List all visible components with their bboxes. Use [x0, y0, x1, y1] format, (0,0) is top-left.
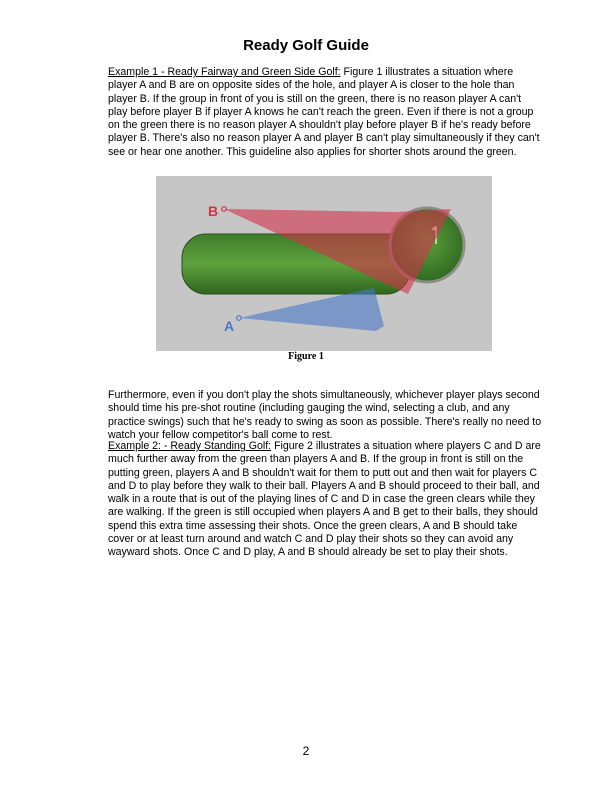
example-2-heading: Example 2: - Ready Standing Golf: [108, 440, 272, 452]
player-b-label: B [208, 203, 219, 219]
page-title: Ready Golf Guide [243, 37, 369, 54]
figure-caption: Figure 1 [288, 351, 324, 362]
page-number: 2 [302, 744, 310, 758]
example-2-text: Figure 2 illustrates a situation where players C and D are much further away from the green than players A and B. If the group in front is still on the putting green, players A and B shouldn't wait for them to putt out and then wait for players C and D to play before they walk to their ball. Players A and B should proceed to their ball, and walk in a route that is out of the playing lines of C and D in case the green clears while they are walking. If the green is still occupied when players A and B get to their balls, they should spend this extra time assessing their shots. Once the green clears, A and B should take cover or at least turn around and watch C and D play their shots so they can avoid any wayward shots. Once C and D play, A and B should already be set to play their shots. [108, 440, 541, 559]
example-1-paragraph [108, 66, 542, 159]
player-a-label: A [224, 318, 235, 334]
figure-1-diagram [156, 176, 492, 351]
paragraph-2: Furthermore, even if you don't play the shots simultaneously, whichever player plays second should time his pre-shot routine (including gauging the wind, selecting a club, and any practice swings) such that he's ready to swing as soon as possible. There's really no need to watch your fellow competitor's ball come to rest. [108, 389, 542, 441]
example-1-heading: Example 1 - Ready Fairway and Green Side Golf: [108, 66, 341, 78]
example-2-paragraph [108, 440, 542, 560]
figure-1-svg [156, 176, 492, 351]
example-1-text: Figure 1 illustrates a situation where player A and B are on opposite sides of the hole, and player A is closer to the hole than player B. If the group in front of you is still on the green, there is no reason player A can't play before player B if player A knows he can't reach the green. Even if there is not a group on the green there is no reason player A shouldn't play before player B if he's ready before player B. There's also no reason player A and player B can't play simultaneously if they can't see or hear one another. This guideline also applies for shorter shots around the green. [108, 66, 540, 158]
